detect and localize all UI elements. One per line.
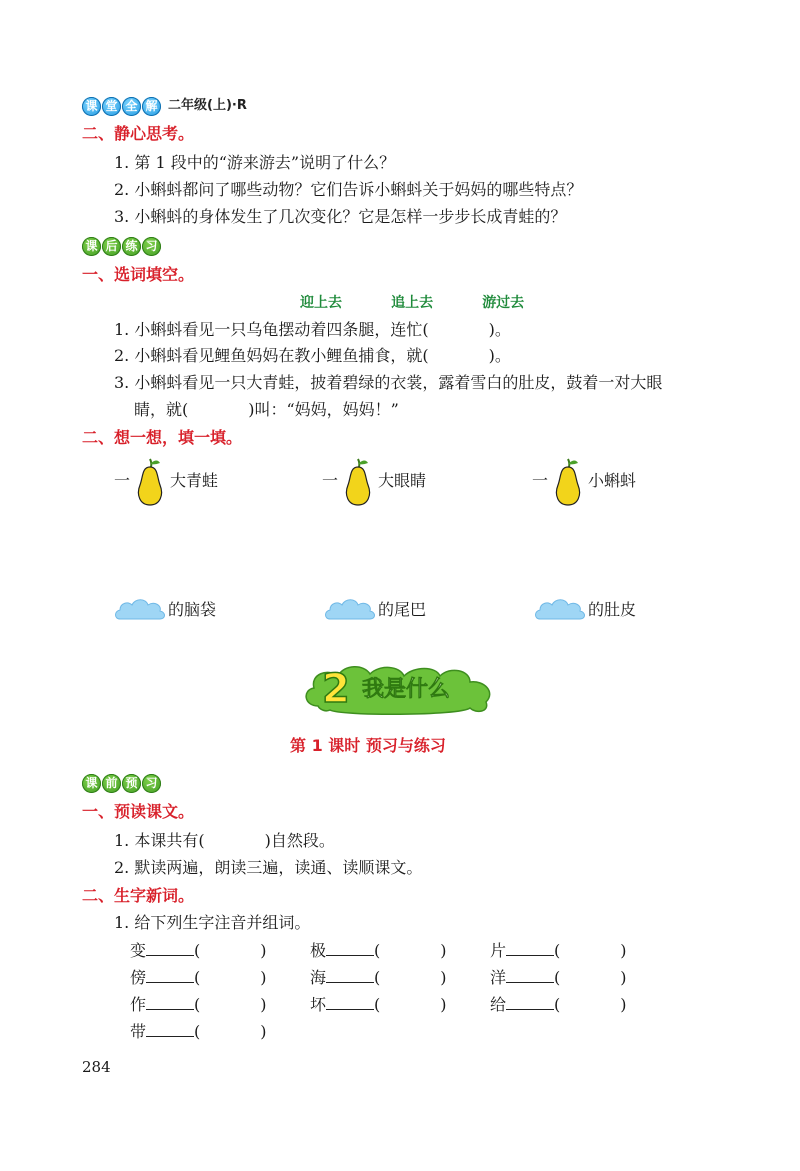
after-class-badge [82,235,162,257]
char-entry: 傍 ( ) [130,968,267,987]
section-title-words: 二、生字新词。 [82,886,195,905]
words-instruction: 1. 给下列生字注音并组词。 [114,913,311,932]
char-entry: 变 ( ) [130,941,267,960]
pear-icon [338,455,378,507]
lesson-title: 我是什么 [362,677,451,702]
badge-char: 习 [142,237,161,256]
word-choices [300,292,568,312]
char-entry: 作 ( ) [130,995,267,1014]
fill-item-3-line2: 睛，就( )叫：“妈妈，妈妈！” [134,400,399,419]
badge-char: 后 [102,237,121,256]
pear-item-1: 一 大青蛙 [114,455,218,507]
cloud-item-2: 的尾巴 [322,595,426,625]
pear-icon [548,455,588,507]
fill-item-3-line1: 3. 小蝌蚪看见一只大青蛙，披着碧绿的衣裳，露着雪白的肚皮，鼓着一对大眼 [114,373,663,392]
preview-item-1: 1. 本课共有( )自然段。 [114,831,335,850]
char-entry: 坏 ( ) [310,995,447,1014]
pre-class-badge [82,772,162,794]
char-entry: 片 ( ) [490,941,627,960]
choice-word: 游过去 [482,295,525,311]
char-entry: 给 ( ) [490,995,627,1014]
char-entry: 洋 ( ) [490,968,627,987]
badge-char: 全 [122,97,141,116]
char-entry: 带 ( ) [130,1022,267,1041]
badge-char: 课 [82,97,101,116]
badge-char: 堂 [102,97,121,116]
think-item-2: 2. 小蝌蚪都问了哪些动物？它们告诉小蝌蚪关于妈妈的哪些特点？ [114,180,583,199]
grade-label: 二年级(上)·R [168,98,247,113]
section-title-think-fill: 二、想一想，填一填。 [82,428,243,447]
pear-icon [130,455,170,507]
badge-char: 课 [82,774,101,793]
cloud-icon [112,595,168,625]
choice-word: 迎上去 [300,295,342,311]
fill-item-1: 1. 小蝌蚪看见一只乌龟摆动着四条腿，连忙( )。 [114,320,511,339]
section-title-fill: 一、选词填空。 [82,265,195,284]
pear-item-2: 一 大眼睛 [322,455,426,507]
lesson-subtitle: 第 1 课时 预习与练习 [290,736,446,755]
char-entry: 极 ( ) [310,941,447,960]
page-number: 284 [82,1058,111,1076]
cloud-item-1: 的脑袋 [112,595,216,625]
section-title-think: 二、静心思考。 [82,124,195,143]
think-item-3: 3. 小蝌蚪的身体发生了几次变化？它是怎样一步步长成青蛙的？ [114,207,567,226]
badge-char: 课 [82,237,101,256]
badge-char: 解 [142,97,161,116]
preview-item-2: 2. 默读两遍，朗读三遍，读通、读顺课文。 [114,858,423,877]
badge-char: 习 [142,774,161,793]
choice-word: 追上去 [391,295,434,311]
think-item-1: 1. 第 1 段中的“游来游去”说明了什么？ [114,153,396,172]
fill-item-2: 2. 小蝌蚪看见鲤鱼妈妈在教小鲤鱼捕食，就( )。 [114,346,511,365]
cloud-item-3: 的肚皮 [532,595,636,625]
lesson-number: 2 [322,666,350,712]
header-badge [82,95,162,117]
cloud-icon [532,595,588,625]
pear-item-3: 一 小蝌蚪 [532,455,636,507]
lesson-banner [300,662,500,716]
badge-char: 练 [122,237,141,256]
section-title-preview: 一、预读课文。 [82,802,195,821]
char-entry: 海 ( ) [310,968,447,987]
cloud-icon [322,595,378,625]
badge-char: 前 [102,774,121,793]
badge-char: 预 [122,774,141,793]
